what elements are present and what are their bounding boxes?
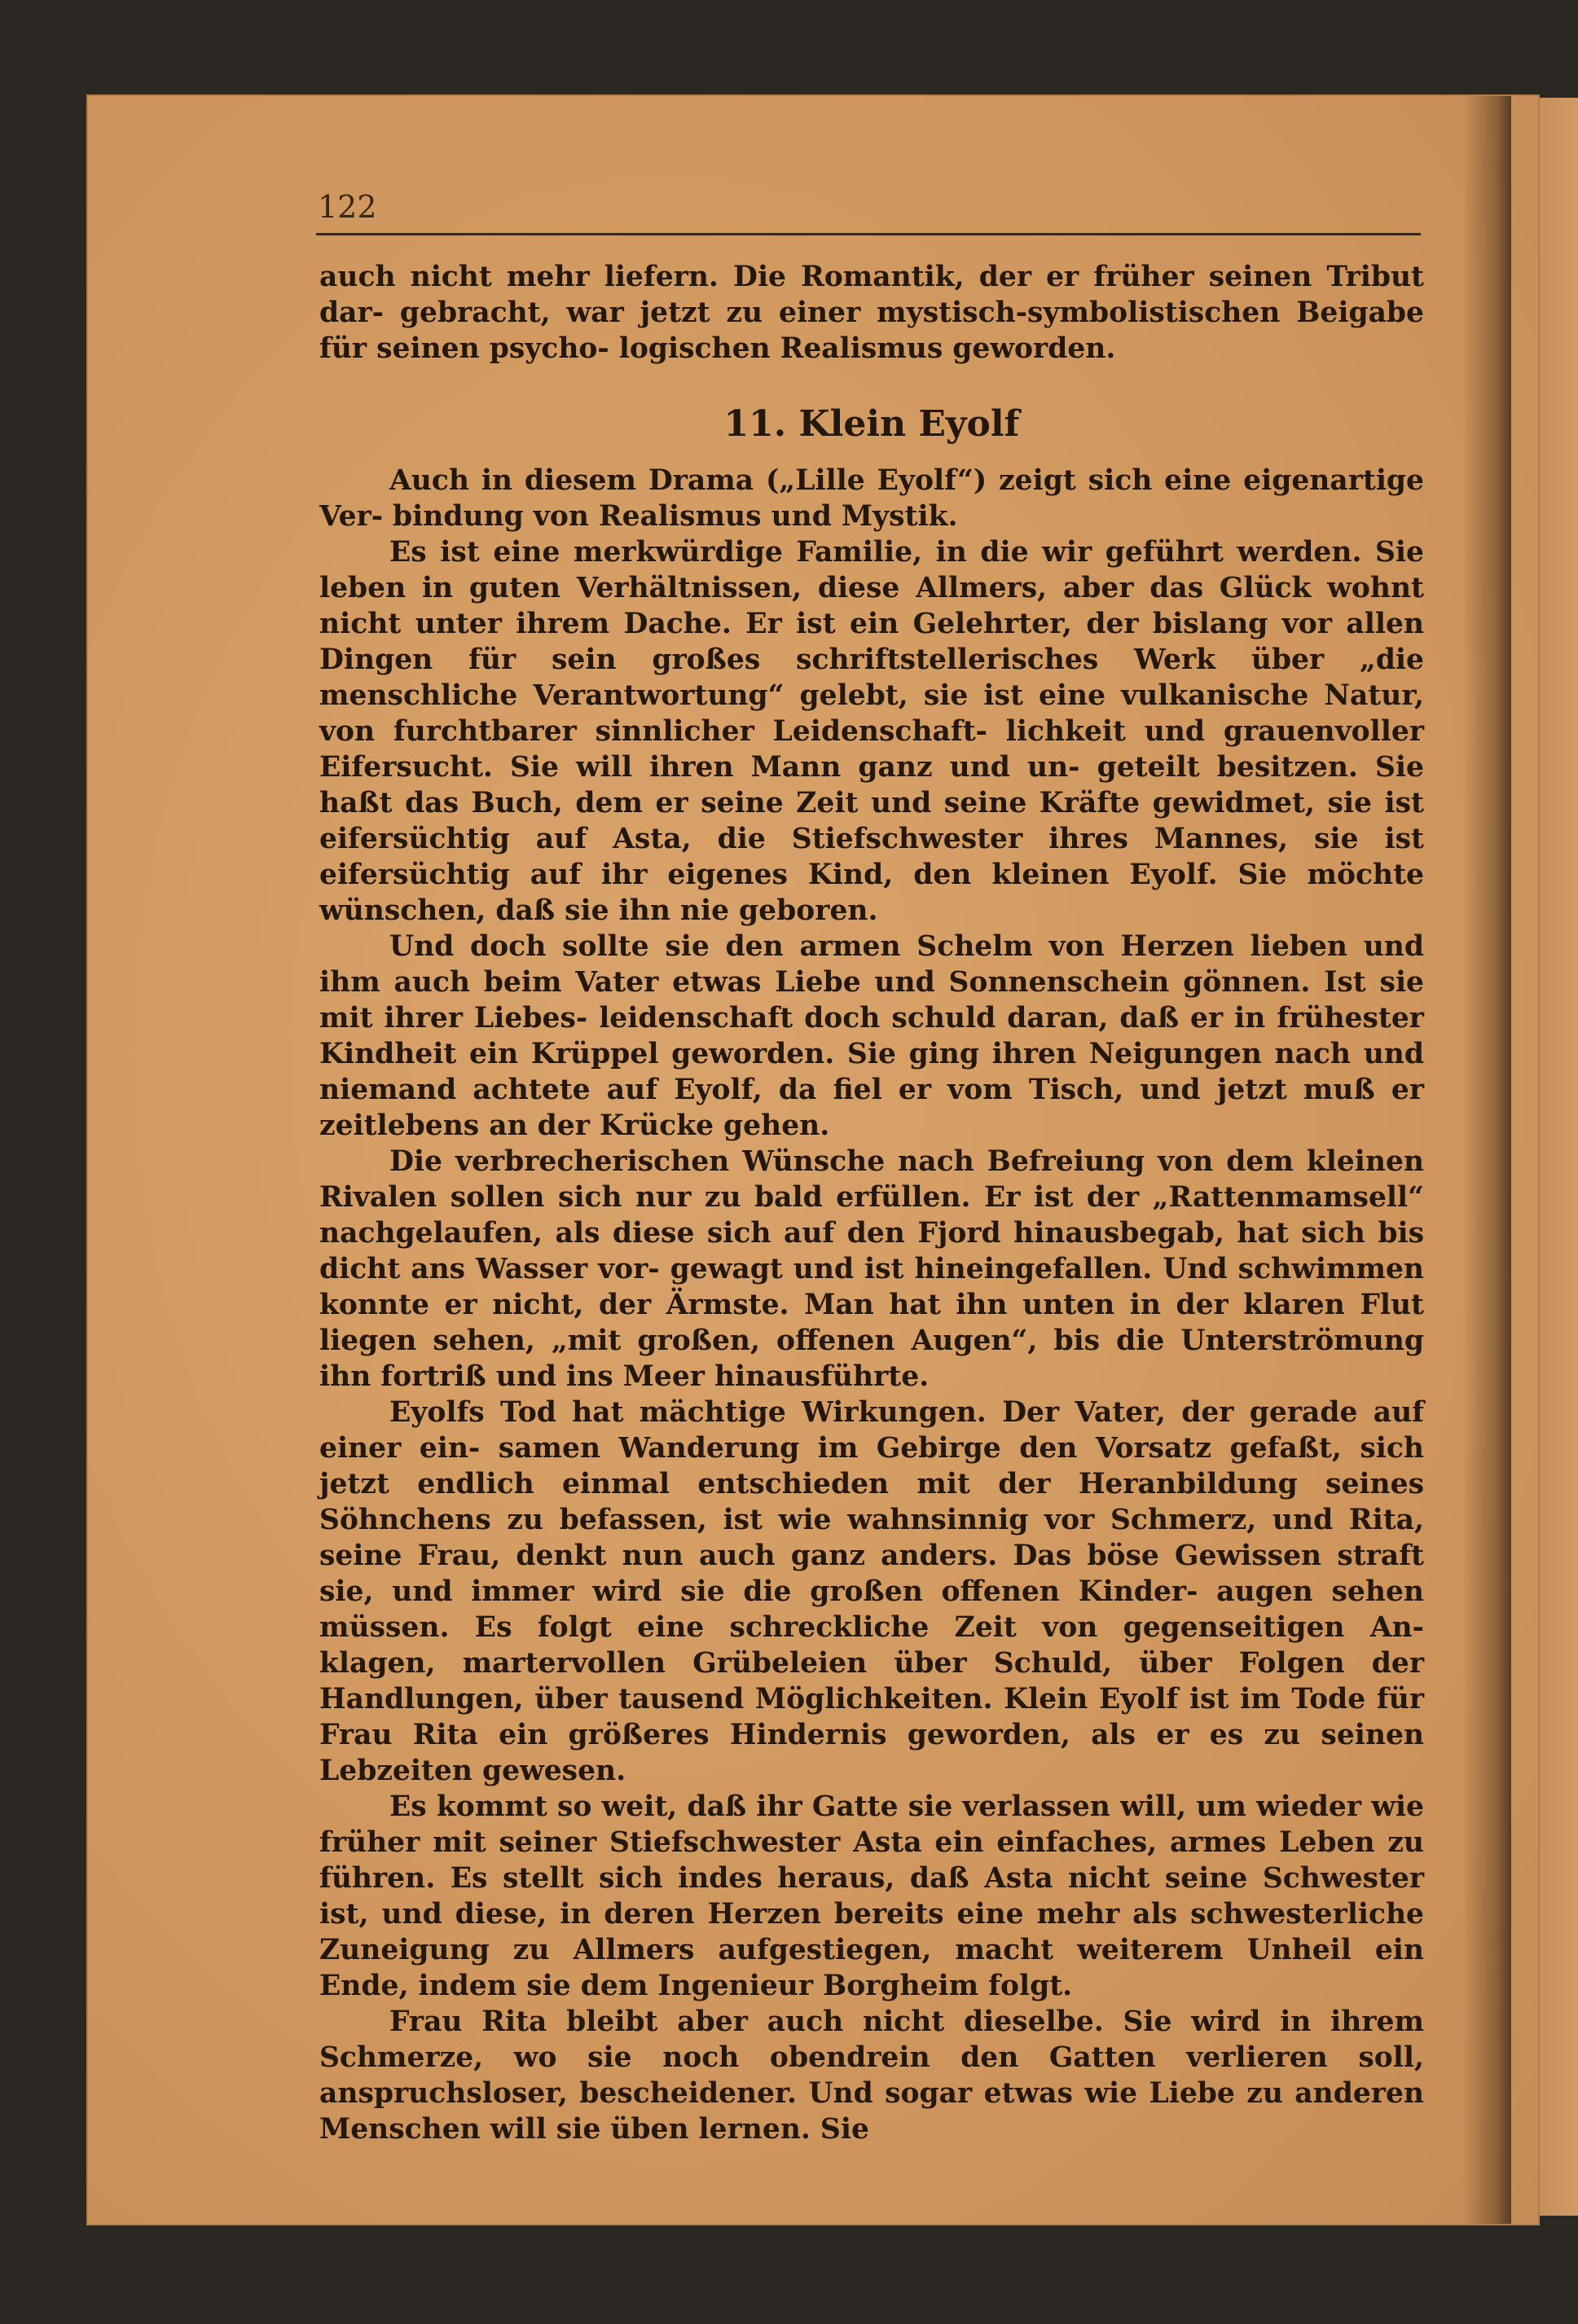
body-text xyxy=(319,259,1424,2147)
paragraph: Die verbrecherischen Wünsche nach Befreiung von dem kleinen Rivalen sollen sich nur zu bald erfüllen. Er ist der „Rattenmamsell“ nachgelaufen, als diese sich auf den Fjord hinausbegab, hat sich bis dicht ans Wasser vor- gewagt und ist hineingefallen. Und schwimmen konnte er nicht, der Ärmste. Man hat ihn unten in der klaren Flut liegen sehen, „mit großen, offenen Augen“, bis die Unterströmung ihn fortriß und ins Meer hinausführte. xyxy=(319,1145,1424,1393)
header-rule xyxy=(316,233,1421,235)
intro-paragraph: auch nicht mehr liefern. Die Romantik, der er früher seinen Tribut dar- gebracht, war jetzt zu einer mystisch-symbolistischen Beigabe für seinen psycho- logischen Realismus geworden. xyxy=(319,261,1424,365)
paragraph: Und doch sollte sie den armen Schelm von Herzen lieben und ihm auch beim Vater etwas Liebe und Sonnenschein gönnen. Ist sie mit ihrer Liebes- leidenschaft doch schuld daran, daß er in frühester Kindheit ein Krüppel geworden. Sie ging ihren Neigungen nach und niemand achtete auf Eyolf, da fiel er vom Tisch, und jetzt muß er zeitlebens an der Krücke gehen. xyxy=(319,930,1424,1142)
paragraph: Es ist eine merkwürdige Familie, in die wir geführt werden. Sie leben in guten Verhältnissen, diese Allmers, aber das Glück wohnt nicht unter ihrem Dache. Er ist ein Gelehrter, der bislang vor allen Dingen für sein großes schriftstellerisches Werk über „die menschliche Verantwortung“ gelebt, sie ist eine vulkanische Natur, von furchtbarer sinnlicher Leidenschaft- lichkeit und grauenvoller Eifersucht. Sie will ihren Mann ganz und un- geteilt besitzen. Sie haßt das Buch, dem er seine Zeit und seine Kräfte gewidmet, sie ist eifersüchtig auf Asta, die Stiefschwester ihres Mannes, sie ist eifersüchtig auf ihr eigenes Kind, den kleinen Eyolf. Sie möchte wünschen, daß sie ihn nie geboren. xyxy=(319,536,1424,927)
paragraph: Frau Rita bleibt aber auch nicht dieselbe. Sie wird in ihrem Schmerze, wo sie noch obendrein den Gatten verlieren soll, anspruchsloser, bescheidener. Und sogar etwas wie Liebe zu anderen Menschen will sie üben lernen. Sie xyxy=(319,2005,1424,2146)
paragraph: Auch in diesem Drama („Lille Eyolf“) zeigt sich eine eigenartige Ver- bindung von Realismus und Mystik. xyxy=(319,464,1424,533)
page-gutter-shadow xyxy=(1462,96,1511,2224)
page-number: 122 xyxy=(318,189,377,225)
paragraph: Eyolfs Tod hat mächtige Wirkungen. Der Vater, der gerade auf einer ein- samen Wanderung im Gebirge den Vorsatz gefaßt, sich jetzt endlich einmal entschieden mit der Heranbildung seines Söhnchens zu befassen, ist wie wahnsinnig vor Schmerz, und Rita, seine Frau, denkt nun auch ganz anders. Das böse Gewissen straft sie, und immer wird sie die großen offenen Kinder- augen sehen müssen. Es folgt eine schreckliche Zeit von gegenseitigen An- klagen, martervollen Grübeleien über Schuld, über Folgen der Handlungen, über tausend Möglichkeiten. Klein Eyolf ist im Tode für Frau Rita ein größeres Hindernis geworden, als er es zu seinen Lebzeiten gewesen. xyxy=(319,1396,1424,1787)
paragraph: Es kommt so weit, daß ihr Gatte sie verlassen will, um wieder wie früher mit seiner Stiefschwester Asta ein einfaches, armes Leben zu führen. Es stellt sich indes heraus, daß Asta nicht seine Schwester ist, und diese, in deren Herzen bereits eine mehr als schwesterliche Zuneigung zu Allmers aufgestiegen, macht weiterem Unheil ein Ende, indem sie dem Ingenieur Borgheim folgt. xyxy=(319,1790,1424,2002)
section-heading: 11. Klein Eyolf xyxy=(723,403,1020,445)
